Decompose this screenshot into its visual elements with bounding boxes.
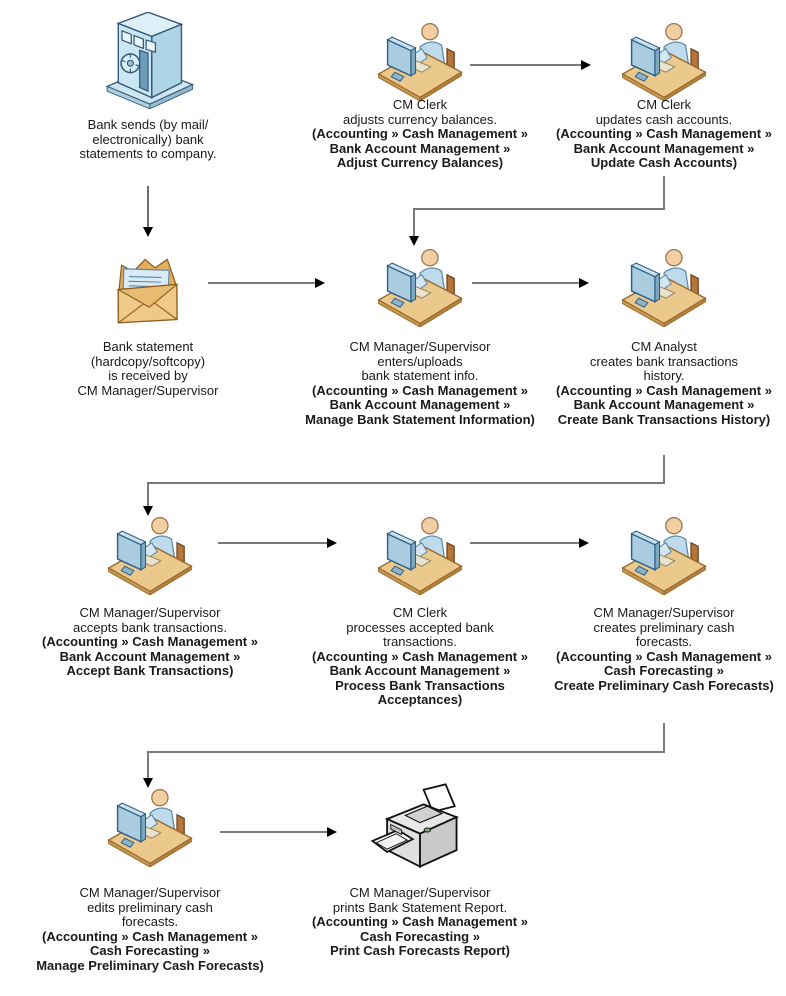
node-label (18, 340, 278, 398)
node-label-line: (Accounting » Cash Management » (556, 382, 772, 398)
node-label-line: (Accounting » Cash Management » (556, 126, 772, 141)
node-clerk-adjusts (290, 20, 550, 171)
node-label-line: creates preliminary cash (593, 619, 735, 635)
node-label (290, 606, 550, 708)
node-label-line: Bank statement (102, 339, 194, 354)
node-label-line: creates bank transactions (589, 353, 739, 369)
arrow-edits-to-prints (220, 831, 328, 833)
arrow-adjusts-to-updates (470, 64, 582, 66)
node-analyst-creates-history (534, 246, 786, 427)
node-label (534, 606, 786, 693)
node-label-line: Bank sends (by mail/ (87, 117, 209, 132)
node-label (290, 886, 550, 959)
elbow-updates-to-enters (406, 176, 672, 250)
node-label (20, 606, 280, 679)
node-clerk-updates (534, 20, 786, 171)
bank-icon (18, 12, 278, 118)
node-label-line: CM Manager/Supervisor (77, 382, 219, 398)
node-label (18, 118, 278, 162)
node-label-line: Cash Forecasting » (90, 943, 210, 958)
node-label-line: CM Manager/Supervisor (79, 885, 221, 900)
node-label-line: Bank Account Management » (59, 648, 241, 664)
node-label-line: Bank Account Management » (573, 397, 755, 412)
node-label-line: history. (643, 368, 685, 383)
node-label-line: processes accepted bank (346, 619, 494, 635)
node-label-line: accepts bank transactions. (73, 619, 227, 635)
node-label (534, 340, 786, 427)
node-label-line: (Accounting » Cash Management » (42, 634, 258, 649)
node-label-line: Manage Preliminary Cash Forecasts) (36, 957, 264, 973)
node-label-line: (Accounting » Cash Management » (312, 914, 528, 929)
node-label-line: CM Manager/Supervisor (79, 605, 221, 620)
node-label-line: CM Manager/Supervisor (349, 339, 491, 354)
node-label-line: transactions. (383, 634, 457, 649)
worker-desk-icon (20, 514, 280, 606)
worker-desk-icon (534, 514, 786, 606)
node-label-line: updates cash accounts. (595, 111, 733, 127)
node-label-line: Cash Forecasting » (604, 663, 724, 678)
node-manager-enters (290, 246, 550, 427)
node-label-line: (Accounting » Cash Management » (556, 648, 772, 664)
node-label-line: Bank Account Management » (329, 663, 511, 678)
node-label-line: CM Clerk (392, 605, 448, 620)
node-label-line: Update Cash Accounts) (590, 155, 738, 170)
node-label-line: Create Preliminary Cash Forecasts) (554, 677, 774, 693)
node-label-line: CM Clerk (392, 97, 448, 112)
worker-desk-icon (290, 514, 550, 606)
node-label-line: CM Clerk (636, 97, 692, 112)
node-label-line: forecasts. (121, 914, 179, 929)
worker-desk-icon (290, 20, 550, 98)
node-label-line: Create Bank Transactions History) (557, 411, 771, 427)
node-label (290, 340, 550, 427)
elbow-creates-to-edits (140, 723, 672, 791)
elbow-analyst-to-accepts (140, 455, 672, 519)
node-label-line: edits preliminary cash (87, 899, 213, 915)
arrow-statement-to-enters (208, 282, 316, 284)
node-label-line: Manage Bank Statement Information) (305, 411, 535, 427)
node-label-line: Cash Forecasting » (360, 928, 480, 944)
node-label-line: prints Bank Statement Report. (332, 899, 508, 915)
node-manager-creates-forecasts (534, 514, 786, 693)
node-label-line: electronically) bank (92, 131, 204, 147)
node-label-line: is received by (108, 368, 188, 383)
node-label-line: (hardcopy/softcopy) (90, 353, 206, 369)
node-manager-accepts (20, 514, 280, 679)
node-label-line: forecasts. (635, 634, 693, 649)
node-label (534, 98, 786, 171)
arrow-accepts-to-processes (218, 542, 328, 544)
node-label-line: Process Bank Transactions (335, 677, 505, 693)
node-label-line: Acceptances) (377, 692, 463, 707)
node-label-line: Bank Account Management » (329, 397, 511, 412)
node-label-line: enters/uploads (377, 353, 463, 369)
node-label-line: CM Manager/Supervisor (349, 885, 491, 900)
worker-desk-icon (20, 786, 280, 886)
node-statement-received (18, 250, 278, 398)
envelope-icon (18, 250, 278, 340)
node-manager-edits-forecasts (20, 786, 280, 973)
worker-desk-icon (534, 246, 786, 340)
node-label-line: Accept Bank Transactions) (66, 663, 234, 678)
worker-desk-icon (290, 246, 550, 340)
node-label-line: CM Manager/Supervisor (593, 605, 735, 620)
node-label-line: adjusts currency balances. (343, 111, 497, 127)
arrow-processes-to-creates (470, 542, 580, 544)
node-label-line: Adjust Currency Balances) (336, 155, 504, 170)
node-label-line: statements to company. (79, 146, 217, 161)
node-label (20, 886, 280, 973)
node-label-line: (Accounting » Cash Management » (42, 928, 258, 944)
node-label-line: bank statement info. (361, 368, 479, 383)
node-label-line: (Accounting » Cash Management » (312, 382, 528, 398)
node-label-line: Bank Account Management » (573, 140, 755, 156)
node-manager-prints (290, 782, 550, 959)
arrow-bank-to-statement (147, 186, 149, 228)
node-label-line: (Accounting » Cash Management » (312, 126, 528, 141)
worker-desk-icon (534, 20, 786, 98)
node-label-line: Print Cash Forecasts Report) (330, 943, 510, 958)
node-label-line: CM Analyst (631, 339, 697, 354)
node-label-line: Bank Account Management » (329, 140, 511, 156)
arrow-enters-to-analyst (472, 282, 580, 284)
node-bank-sends (18, 12, 278, 162)
node-label (290, 98, 550, 171)
node-label-line: (Accounting » Cash Management » (312, 648, 528, 664)
